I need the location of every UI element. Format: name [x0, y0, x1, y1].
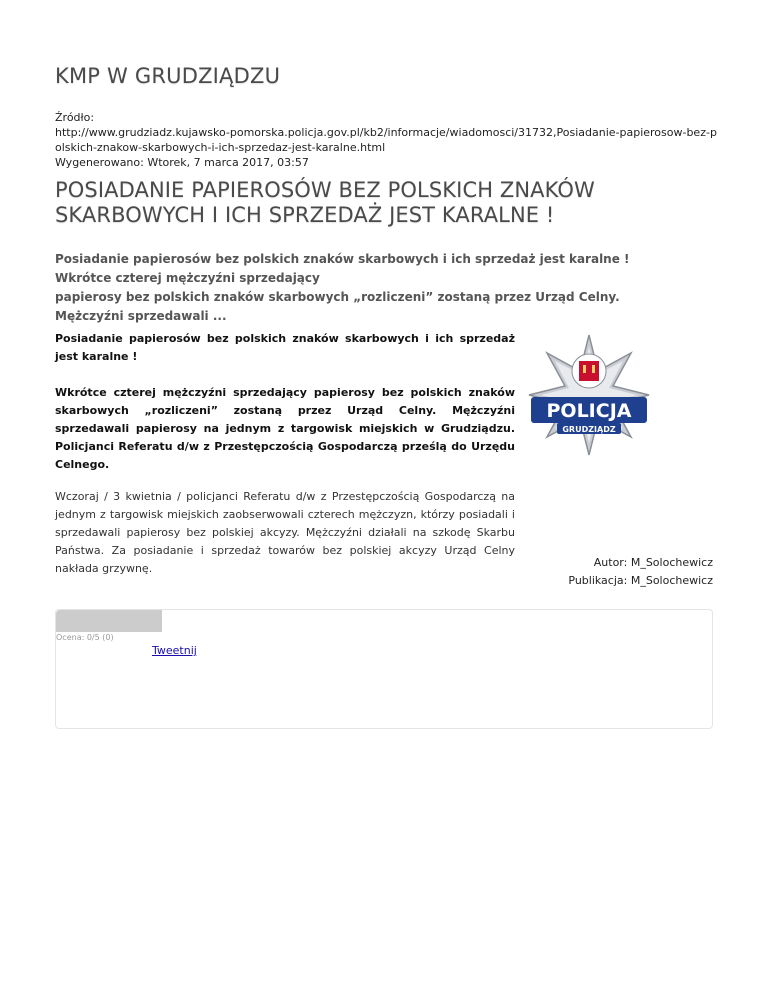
- coat-of-arms: [579, 361, 599, 381]
- author-info: [413, 554, 713, 590]
- article-headline: POSIADANIE PAPIEROSÓW BEZ POLSKICH ZNAKÓW SKARBOWYCH I ICH SPRZEDAŻ JEST KARALNE !: [55, 178, 595, 227]
- rating-stars-bar[interactable]: [56, 610, 162, 632]
- body-bold-paragraph: Posiadanie papierosów bez polskich znaków skarbowych i ich sprzedaż jest karalne !: [55, 332, 515, 363]
- source-label: Źródło:: [55, 111, 95, 124]
- lead-line: Posiadanie papierosów bez polskich znaków skarbowych i ich sprzedaż jest karalne !: [55, 252, 630, 266]
- lead-line: Mężczyźni sprzedawali ...: [55, 309, 227, 323]
- rating-text: Ocena: 0/5 (0): [56, 633, 114, 642]
- rating-box: [55, 609, 713, 729]
- lead-line: papierosy bez polskich znaków skarbowych „rozliczeni” zostaną przez Urząd Celny.: [55, 290, 620, 304]
- source-url: http://www.grudziadz.kujawsko-pomorska.policja.gov.pl/kb2/informacje/wiadomosci/31732,Posiadanie-papierosow-bez-polskich-znakow-skarbowych-i-ich-sprzedaz-jest-karalne.html: [55, 126, 717, 154]
- author-name: Autor: M_Solochewicz: [593, 556, 713, 569]
- article-body: [55, 330, 515, 578]
- badge-main-text: POLICJA: [546, 400, 632, 422]
- article-lead: [55, 250, 713, 326]
- body-bold-paragraph: Wkrótce czterej mężczyźni sprzedający papierosy bez polskich znaków skarbowych „rozliczeni” zostaną przez Urząd Celny. Mężczyźni sprzedawali papierosy na jednym z targowisk miejskich w Grudziądzu. Policjanci Referatu d/w z Przestępczością Gospodarczą prześlą do Urzędu Celnego.: [55, 386, 515, 471]
- police-badge-logo: [521, 333, 657, 461]
- badge-sub-text: GRUDZIĄDZ: [562, 425, 616, 434]
- generated-date: Wygenerowano: Wtorek, 7 marca 2017, 03:57: [55, 156, 309, 169]
- lead-line: Wkrótce czterej mężczyźni sprzedający: [55, 271, 320, 285]
- tweet-link[interactable]: Tweetnij: [152, 644, 197, 657]
- publication-name: Publikacja: M_Solochewicz: [568, 574, 713, 587]
- site-title: KMP W GRUDZIĄDZU: [55, 64, 281, 88]
- body-paragraph: Wczoraj / 3 kwietnia / policjanci Referatu d/w z Przestępczością Gospodarczą na jednym z targowisk miejskich zaobserwowali czterech mężczyzn, którzy posiadali i sprzedawali papierosy bez polskiej akcyzy. Mężczyźni działali na szkodę Skarbu Państwa. Za posiadanie i sprzedaż towarów bez polskiej akcyzy Urząd Celny nakłada grzywnę.: [55, 490, 515, 575]
- source-info: [55, 110, 720, 170]
